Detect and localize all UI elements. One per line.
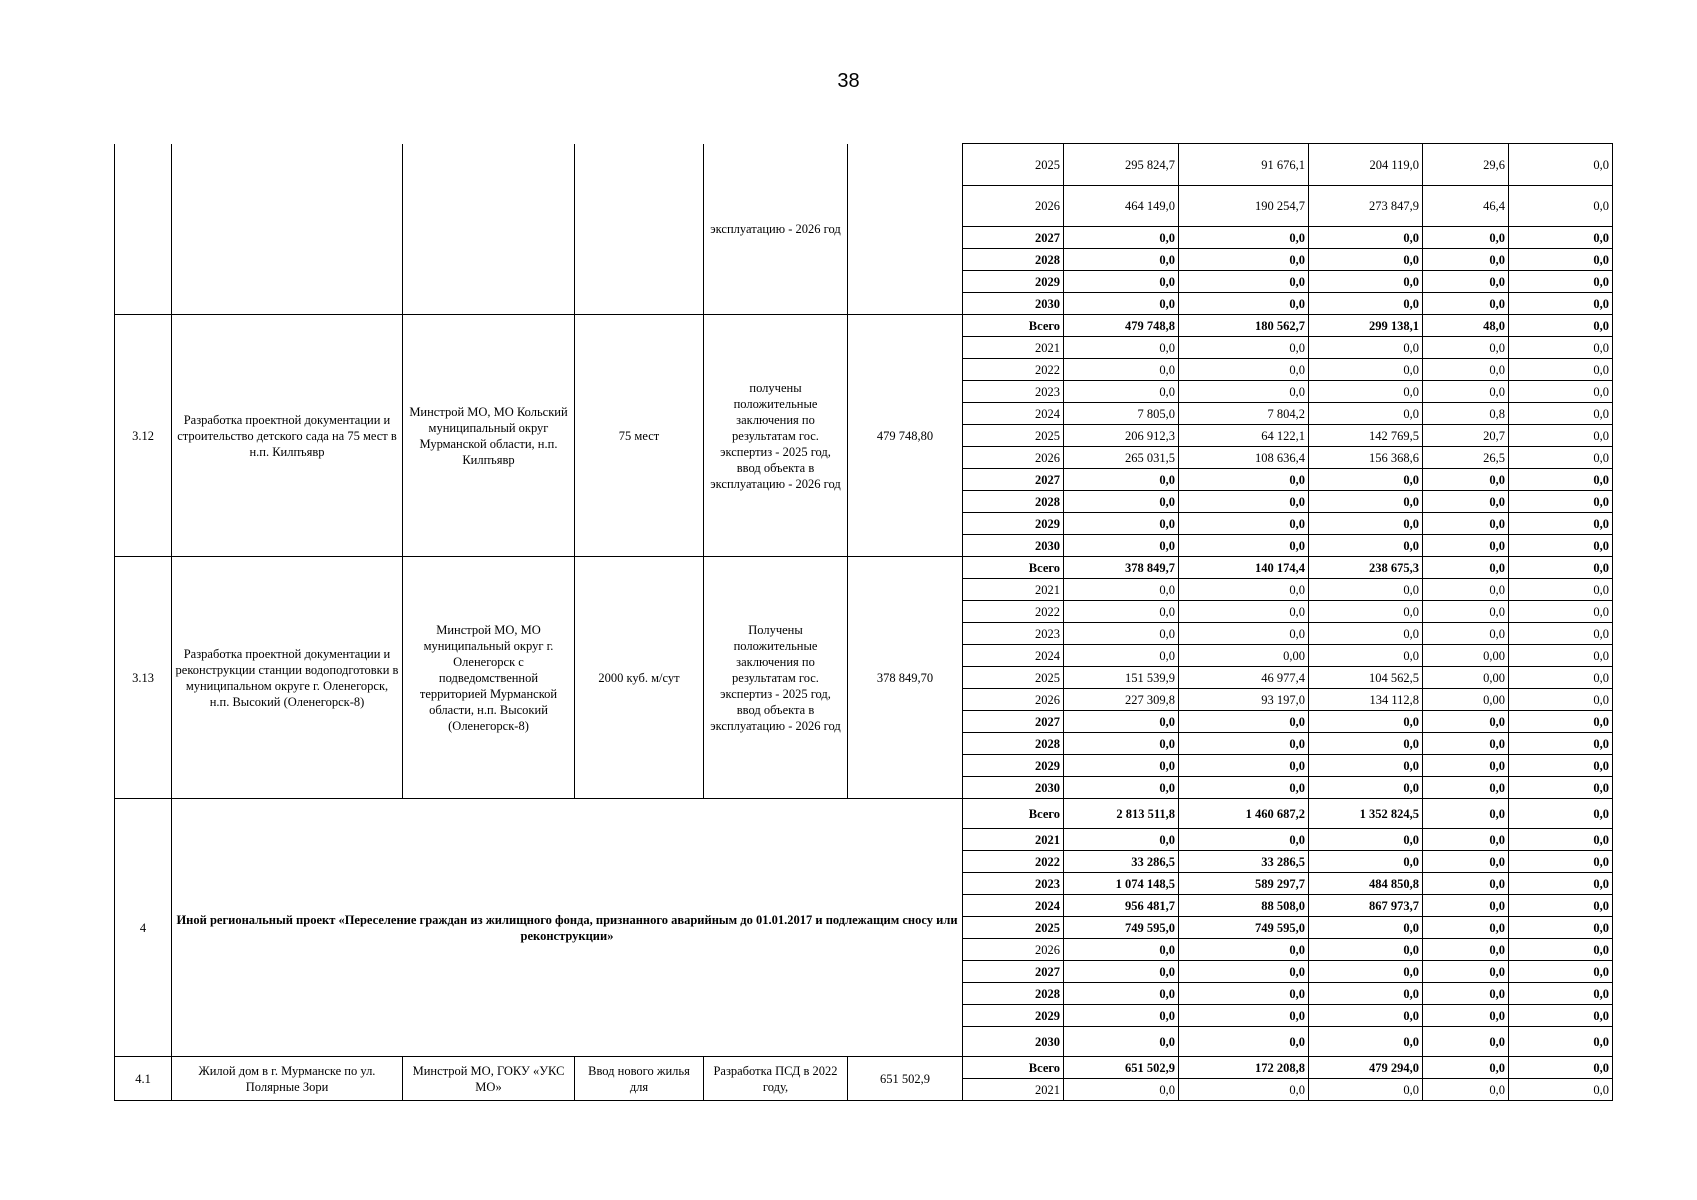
amount-cell: 0,0 bbox=[1064, 1027, 1179, 1057]
amount-cell: 91 676,1 bbox=[1179, 144, 1309, 186]
amount-cell: 0,0 bbox=[1179, 293, 1309, 315]
amount-cell: 0,0 bbox=[1309, 227, 1423, 249]
amount-cell: 0,0 bbox=[1423, 271, 1509, 293]
amount-cell: 0,0 bbox=[1064, 983, 1179, 1005]
year-cell: 2030 bbox=[963, 293, 1064, 315]
year-cell: Всего bbox=[963, 315, 1064, 337]
amount-cell: 0,0 bbox=[1509, 557, 1613, 579]
amount-cell: 0,00 bbox=[1179, 645, 1309, 667]
amount-cell: 749 595,0 bbox=[1179, 917, 1309, 939]
amount-cell: 0,0 bbox=[1309, 535, 1423, 557]
amount-cell: 0,0 bbox=[1309, 359, 1423, 381]
table-body bbox=[115, 144, 1613, 1101]
amount-cell: 0,0 bbox=[1179, 579, 1309, 601]
amount-cell: 0,0 bbox=[1423, 939, 1509, 961]
amount-cell: 0,0 bbox=[1179, 359, 1309, 381]
amount-cell: 88 508,0 bbox=[1179, 895, 1309, 917]
amount-cell: 0,0 bbox=[1309, 645, 1423, 667]
amount-cell: 0,0 bbox=[1423, 733, 1509, 755]
year-cell: 2028 bbox=[963, 983, 1064, 1005]
amount-cell: 956 481,7 bbox=[1064, 895, 1179, 917]
amount-cell: 0,0 bbox=[1423, 917, 1509, 939]
amount-cell: 0,0 bbox=[1179, 535, 1309, 557]
amount-cell: 64 122,1 bbox=[1179, 425, 1309, 447]
project-number: 4 bbox=[115, 799, 172, 1057]
amount-cell: 227 309,8 bbox=[1064, 689, 1179, 711]
amount-cell: 273 847,9 bbox=[1309, 186, 1423, 227]
amount-cell: 0,0 bbox=[1509, 799, 1613, 829]
continued-status-cell: эксплуатацию - 2026 год bbox=[704, 144, 848, 315]
amount-cell: 0,0 bbox=[1423, 983, 1509, 1005]
financing-table bbox=[114, 143, 1613, 1101]
amount-cell: 0,0 bbox=[1309, 1079, 1423, 1101]
amount-cell: 0,0 bbox=[1179, 623, 1309, 645]
amount-cell: 0,0 bbox=[1064, 623, 1179, 645]
continued-name-cell bbox=[172, 144, 403, 315]
amount-cell: 0,0 bbox=[1309, 293, 1423, 315]
amount-cell: 0,0 bbox=[1309, 983, 1423, 1005]
item-capacity: Ввод нового жилья для bbox=[575, 1057, 704, 1101]
amount-cell: 0,0 bbox=[1309, 939, 1423, 961]
item-responsible: Минстрой МО, МО Кольский муниципальный округ Мурманской области, н.п. Килпъявр bbox=[403, 315, 575, 557]
amount-cell: 33 286,5 bbox=[1179, 851, 1309, 873]
amount-cell: 0,0 bbox=[1309, 733, 1423, 755]
amount-cell: 1 352 824,5 bbox=[1309, 799, 1423, 829]
item-cost: 479 748,80 bbox=[848, 315, 963, 557]
amount-cell: 0,0 bbox=[1179, 733, 1309, 755]
amount-cell: 46,4 bbox=[1423, 186, 1509, 227]
year-cell: 2023 bbox=[963, 873, 1064, 895]
amount-cell: 0,0 bbox=[1509, 337, 1613, 359]
year-cell: 2027 bbox=[963, 227, 1064, 249]
year-cell: 2021 bbox=[963, 829, 1064, 851]
amount-cell: 0,0 bbox=[1423, 777, 1509, 799]
year-cell: 2029 bbox=[963, 513, 1064, 535]
amount-cell: 180 562,7 bbox=[1179, 315, 1309, 337]
amount-cell: 0,0 bbox=[1309, 513, 1423, 535]
amount-cell: 0,0 bbox=[1423, 1057, 1509, 1079]
amount-cell: 0,0 bbox=[1509, 689, 1613, 711]
year-cell: 2022 bbox=[963, 601, 1064, 623]
amount-cell: 0,0 bbox=[1179, 249, 1309, 271]
amount-cell: 0,0 bbox=[1064, 1079, 1179, 1101]
amount-cell: 0,0 bbox=[1179, 939, 1309, 961]
year-cell: 2021 bbox=[963, 337, 1064, 359]
amount-cell: 479 748,8 bbox=[1064, 315, 1179, 337]
year-cell: 2024 bbox=[963, 895, 1064, 917]
amount-cell: 204 119,0 bbox=[1309, 144, 1423, 186]
amount-cell: 0,0 bbox=[1423, 755, 1509, 777]
amount-cell: 0,0 bbox=[1423, 557, 1509, 579]
amount-cell: 0,0 bbox=[1179, 601, 1309, 623]
item-number: 4.1 bbox=[115, 1057, 172, 1101]
amount-cell: 0,0 bbox=[1509, 1005, 1613, 1027]
amount-cell: 0,0 bbox=[1423, 873, 1509, 895]
amount-cell: 0,00 bbox=[1423, 689, 1509, 711]
amount-cell: 0,0 bbox=[1179, 983, 1309, 1005]
item-cost: 651 502,9 bbox=[848, 1057, 963, 1101]
amount-cell: 93 197,0 bbox=[1179, 689, 1309, 711]
amount-cell: 0,0 bbox=[1509, 447, 1613, 469]
amount-cell: 140 174,4 bbox=[1179, 557, 1309, 579]
amount-cell: 0,0 bbox=[1064, 249, 1179, 271]
amount-cell: 0,0 bbox=[1309, 579, 1423, 601]
year-cell: 2030 bbox=[963, 777, 1064, 799]
amount-cell: 26,5 bbox=[1423, 447, 1509, 469]
item-number: 3.12 bbox=[115, 315, 172, 557]
amount-cell: 0,0 bbox=[1064, 829, 1179, 851]
amount-cell: 0,0 bbox=[1509, 755, 1613, 777]
year-cell: 2029 bbox=[963, 1005, 1064, 1027]
amount-cell: 0,0 bbox=[1423, 623, 1509, 645]
table-row bbox=[115, 315, 1613, 337]
amount-cell: 0,0 bbox=[1064, 513, 1179, 535]
amount-cell: 0,0 bbox=[1064, 293, 1179, 315]
amount-cell: 0,0 bbox=[1509, 623, 1613, 645]
amount-cell: 0,0 bbox=[1064, 711, 1179, 733]
amount-cell: 0,0 bbox=[1309, 917, 1423, 939]
amount-cell: 0,0 bbox=[1423, 535, 1509, 557]
year-cell: 2022 bbox=[963, 851, 1064, 873]
amount-cell: 0,0 bbox=[1509, 601, 1613, 623]
year-cell: 2028 bbox=[963, 733, 1064, 755]
year-cell: 2028 bbox=[963, 249, 1064, 271]
year-cell: 2029 bbox=[963, 271, 1064, 293]
amount-cell: 0,0 bbox=[1309, 337, 1423, 359]
amount-cell: 0,0 bbox=[1309, 381, 1423, 403]
year-cell: Всего bbox=[963, 799, 1064, 829]
amount-cell: 0,0 bbox=[1423, 1079, 1509, 1101]
year-cell: 2025 bbox=[963, 144, 1064, 186]
year-cell: 2026 bbox=[963, 689, 1064, 711]
amount-cell: 108 636,4 bbox=[1179, 447, 1309, 469]
amount-cell: 0,0 bbox=[1179, 381, 1309, 403]
amount-cell: 0,0 bbox=[1509, 293, 1613, 315]
amount-cell: 0,0 bbox=[1509, 917, 1613, 939]
amount-cell: 0,0 bbox=[1423, 337, 1509, 359]
amount-cell: 0,0 bbox=[1509, 777, 1613, 799]
amount-cell: 0,0 bbox=[1509, 579, 1613, 601]
amount-cell: 0,0 bbox=[1423, 293, 1509, 315]
item-status: получены положительные заключения по результатам гос. экспертиз - 2025 год, ввод объекта в эксплуатацию - 2026 год bbox=[704, 315, 848, 557]
amount-cell: 0,0 bbox=[1309, 249, 1423, 271]
amount-cell: 0,0 bbox=[1509, 873, 1613, 895]
amount-cell: 0,0 bbox=[1509, 513, 1613, 535]
item-cost: 378 849,70 bbox=[848, 557, 963, 799]
amount-cell: 464 149,0 bbox=[1064, 186, 1179, 227]
year-cell: 2027 bbox=[963, 469, 1064, 491]
amount-cell: 0,0 bbox=[1179, 513, 1309, 535]
year-cell: 2029 bbox=[963, 755, 1064, 777]
year-cell: 2026 bbox=[963, 186, 1064, 227]
amount-cell: 0,0 bbox=[1064, 381, 1179, 403]
year-cell: 2026 bbox=[963, 447, 1064, 469]
amount-cell: 265 031,5 bbox=[1064, 447, 1179, 469]
year-cell: 2022 bbox=[963, 359, 1064, 381]
item-responsible: Минстрой МО, ГОКУ «УКС МО» bbox=[403, 1057, 575, 1101]
amount-cell: 0,0 bbox=[1509, 645, 1613, 667]
table-row bbox=[115, 557, 1613, 579]
amount-cell: 0,0 bbox=[1179, 271, 1309, 293]
amount-cell: 0,0 bbox=[1309, 491, 1423, 513]
amount-cell: 0,0 bbox=[1309, 711, 1423, 733]
amount-cell: 0,0 bbox=[1509, 491, 1613, 513]
amount-cell: 0,0 bbox=[1509, 829, 1613, 851]
amount-cell: 0,0 bbox=[1509, 315, 1613, 337]
amount-cell: 378 849,7 bbox=[1064, 557, 1179, 579]
table-row bbox=[115, 144, 1613, 186]
amount-cell: 0,0 bbox=[1064, 755, 1179, 777]
amount-cell: 0,0 bbox=[1309, 1005, 1423, 1027]
amount-cell: 0,0 bbox=[1064, 491, 1179, 513]
amount-cell: 0,0 bbox=[1509, 359, 1613, 381]
amount-cell: 0,0 bbox=[1309, 961, 1423, 983]
year-cell: 2021 bbox=[963, 579, 1064, 601]
item-status: Разработка ПСД в 2022 году, bbox=[704, 1057, 848, 1101]
amount-cell: 1 460 687,2 bbox=[1179, 799, 1309, 829]
amount-cell: 0,0 bbox=[1309, 623, 1423, 645]
amount-cell: 33 286,5 bbox=[1064, 851, 1179, 873]
amount-cell: 0,0 bbox=[1423, 227, 1509, 249]
amount-cell: 651 502,9 bbox=[1064, 1057, 1179, 1079]
amount-cell: 0,8 bbox=[1423, 403, 1509, 425]
amount-cell: 29,6 bbox=[1423, 144, 1509, 186]
amount-cell: 0,0 bbox=[1064, 227, 1179, 249]
amount-cell: 0,0 bbox=[1509, 425, 1613, 447]
amount-cell: 0,0 bbox=[1064, 469, 1179, 491]
amount-cell: 479 294,0 bbox=[1309, 1057, 1423, 1079]
year-cell: Всего bbox=[963, 1057, 1064, 1079]
amount-cell: 0,0 bbox=[1509, 895, 1613, 917]
amount-cell: 0,0 bbox=[1423, 249, 1509, 271]
amount-cell: 0,0 bbox=[1179, 1027, 1309, 1057]
year-cell: 2030 bbox=[963, 1027, 1064, 1057]
amount-cell: 0,0 bbox=[1179, 491, 1309, 513]
amount-cell: 0,0 bbox=[1423, 601, 1509, 623]
amount-cell: 0,0 bbox=[1509, 667, 1613, 689]
project-title: Иной региональный проект «Переселение граждан из жилищного фонда, признанного аварийным до 01.01.2017 и подлежащим сносу или реконструкции» bbox=[172, 799, 963, 1057]
amount-cell: 172 208,8 bbox=[1179, 1057, 1309, 1079]
amount-cell: 206 912,3 bbox=[1064, 425, 1179, 447]
amount-cell: 0,0 bbox=[1509, 186, 1613, 227]
item-name: Разработка проектной документации и строительство детского сада на 75 мест в н.п. Килпъявр bbox=[172, 315, 403, 557]
year-cell: 2028 bbox=[963, 491, 1064, 513]
amount-cell: 0,0 bbox=[1423, 491, 1509, 513]
amount-cell: 0,0 bbox=[1423, 359, 1509, 381]
amount-cell: 295 824,7 bbox=[1064, 144, 1179, 186]
amount-cell: 0,0 bbox=[1064, 337, 1179, 359]
amount-cell: 151 539,9 bbox=[1064, 667, 1179, 689]
item-status: Получены положительные заключения по результатам гос. экспертиз - 2025 год, ввод объекта в эксплуатацию - 2026 год bbox=[704, 557, 848, 799]
amount-cell: 0,0 bbox=[1509, 1057, 1613, 1079]
amount-cell: 0,0 bbox=[1423, 829, 1509, 851]
amount-cell: 0,0 bbox=[1309, 851, 1423, 873]
amount-cell: 484 850,8 bbox=[1309, 873, 1423, 895]
amount-cell: 0,0 bbox=[1064, 939, 1179, 961]
year-cell: 2021 bbox=[963, 1079, 1064, 1101]
amount-cell: 0,0 bbox=[1423, 895, 1509, 917]
amount-cell: 0,0 bbox=[1179, 469, 1309, 491]
item-number: 3.13 bbox=[115, 557, 172, 799]
amount-cell: 0,0 bbox=[1509, 711, 1613, 733]
amount-cell: 0,0 bbox=[1509, 961, 1613, 983]
amount-cell: 0,0 bbox=[1179, 777, 1309, 799]
amount-cell: 0,0 bbox=[1064, 645, 1179, 667]
amount-cell: 0,0 bbox=[1064, 359, 1179, 381]
amount-cell: 1 074 148,5 bbox=[1064, 873, 1179, 895]
amount-cell: 0,0 bbox=[1064, 1005, 1179, 1027]
amount-cell: 0,0 bbox=[1179, 1079, 1309, 1101]
amount-cell: 749 595,0 bbox=[1064, 917, 1179, 939]
amount-cell: 48,0 bbox=[1423, 315, 1509, 337]
amount-cell: 0,0 bbox=[1423, 851, 1509, 873]
amount-cell: 0,0 bbox=[1423, 469, 1509, 491]
year-cell: 2025 bbox=[963, 425, 1064, 447]
amount-cell: 867 973,7 bbox=[1309, 895, 1423, 917]
amount-cell: 0,0 bbox=[1064, 579, 1179, 601]
amount-cell: 0,0 bbox=[1509, 1079, 1613, 1101]
amount-cell: 0,0 bbox=[1309, 271, 1423, 293]
amount-cell: 589 297,7 bbox=[1179, 873, 1309, 895]
amount-cell: 46 977,4 bbox=[1179, 667, 1309, 689]
amount-cell: 0,0 bbox=[1179, 227, 1309, 249]
amount-cell: 0,0 bbox=[1179, 755, 1309, 777]
table-row bbox=[115, 799, 1613, 829]
amount-cell: 0,0 bbox=[1423, 799, 1509, 829]
amount-cell: 0,0 bbox=[1509, 469, 1613, 491]
amount-cell: 190 254,7 bbox=[1179, 186, 1309, 227]
amount-cell: 0,0 bbox=[1064, 601, 1179, 623]
item-name: Жилой дом в г. Мурманске по ул. Полярные Зори bbox=[172, 1057, 403, 1101]
amount-cell: 0,0 bbox=[1309, 403, 1423, 425]
amount-cell: 0,0 bbox=[1064, 777, 1179, 799]
amount-cell: 134 112,8 bbox=[1309, 689, 1423, 711]
amount-cell: 142 769,5 bbox=[1309, 425, 1423, 447]
amount-cell: 299 138,1 bbox=[1309, 315, 1423, 337]
continued-capacity-cell bbox=[575, 144, 704, 315]
year-cell: 2023 bbox=[963, 623, 1064, 645]
amount-cell: 0,0 bbox=[1423, 381, 1509, 403]
amount-cell: 0,0 bbox=[1423, 961, 1509, 983]
continued-cost-cell bbox=[848, 144, 963, 315]
amount-cell: 0,0 bbox=[1509, 227, 1613, 249]
amount-cell: 0,0 bbox=[1423, 1005, 1509, 1027]
amount-cell: 0,00 bbox=[1423, 667, 1509, 689]
amount-cell: 0,0 bbox=[1509, 403, 1613, 425]
item-capacity: 75 мест bbox=[575, 315, 704, 557]
amount-cell: 0,0 bbox=[1309, 601, 1423, 623]
amount-cell: 0,0 bbox=[1064, 271, 1179, 293]
item-responsible: Минстрой МО, МО муниципальный округ г. Оленегорск с подведомственной территорией Мурманской области, н.п. Высокий (Оленегорск-8) bbox=[403, 557, 575, 799]
amount-cell: 0,0 bbox=[1423, 711, 1509, 733]
year-cell: 2024 bbox=[963, 403, 1064, 425]
amount-cell: 0,0 bbox=[1509, 939, 1613, 961]
amount-cell: 0,0 bbox=[1509, 983, 1613, 1005]
amount-cell: 238 675,3 bbox=[1309, 557, 1423, 579]
amount-cell: 7 804,2 bbox=[1179, 403, 1309, 425]
amount-cell: 0,0 bbox=[1179, 337, 1309, 359]
amount-cell: 104 562,5 bbox=[1309, 667, 1423, 689]
amount-cell: 0,0 bbox=[1509, 851, 1613, 873]
year-cell: 2025 bbox=[963, 667, 1064, 689]
amount-cell: 20,7 bbox=[1423, 425, 1509, 447]
amount-cell: 0,0 bbox=[1179, 711, 1309, 733]
amount-cell: 0,0 bbox=[1509, 535, 1613, 557]
amount-cell: 0,0 bbox=[1064, 961, 1179, 983]
amount-cell: 0,0 bbox=[1509, 271, 1613, 293]
amount-cell: 0,0 bbox=[1309, 469, 1423, 491]
amount-cell: 0,0 bbox=[1309, 755, 1423, 777]
year-cell: 2023 bbox=[963, 381, 1064, 403]
continued-responsible-cell bbox=[403, 144, 575, 315]
amount-cell: 0,0 bbox=[1179, 829, 1309, 851]
amount-cell: 0,0 bbox=[1064, 535, 1179, 557]
year-cell: Всего bbox=[963, 557, 1064, 579]
amount-cell: 0,0 bbox=[1309, 777, 1423, 799]
year-cell: 2027 bbox=[963, 711, 1064, 733]
year-cell: 2025 bbox=[963, 917, 1064, 939]
amount-cell: 0,0 bbox=[1509, 381, 1613, 403]
amount-cell: 0,0 bbox=[1423, 579, 1509, 601]
amount-cell: 0,0 bbox=[1509, 1027, 1613, 1057]
amount-cell: 0,0 bbox=[1179, 1005, 1309, 1027]
year-cell: 2027 bbox=[963, 961, 1064, 983]
amount-cell: 0,00 bbox=[1423, 645, 1509, 667]
amount-cell: 0,0 bbox=[1423, 513, 1509, 535]
continued-number-cell bbox=[115, 144, 172, 315]
table-row bbox=[115, 1057, 1613, 1079]
amount-cell: 2 813 511,8 bbox=[1064, 799, 1179, 829]
item-name: Разработка проектной документации и реконструкции станции водоподготовки в муниципальном округе г. Оленегорск, н.п. Высокий (Оленегорск-8) bbox=[172, 557, 403, 799]
item-capacity: 2000 куб. м/сут bbox=[575, 557, 704, 799]
amount-cell: 0,0 bbox=[1423, 1027, 1509, 1057]
year-cell: 2026 bbox=[963, 939, 1064, 961]
amount-cell: 156 368,6 bbox=[1309, 447, 1423, 469]
page-number: 38 bbox=[837, 70, 860, 92]
amount-cell: 0,0 bbox=[1064, 733, 1179, 755]
year-cell: 2030 bbox=[963, 535, 1064, 557]
amount-cell: 0,0 bbox=[1509, 249, 1613, 271]
amount-cell: 7 805,0 bbox=[1064, 403, 1179, 425]
amount-cell: 0,0 bbox=[1309, 829, 1423, 851]
amount-cell: 0,0 bbox=[1179, 961, 1309, 983]
year-cell: 2024 bbox=[963, 645, 1064, 667]
amount-cell: 0,0 bbox=[1509, 733, 1613, 755]
amount-cell: 0,0 bbox=[1309, 1027, 1423, 1057]
amount-cell: 0,0 bbox=[1509, 144, 1613, 186]
